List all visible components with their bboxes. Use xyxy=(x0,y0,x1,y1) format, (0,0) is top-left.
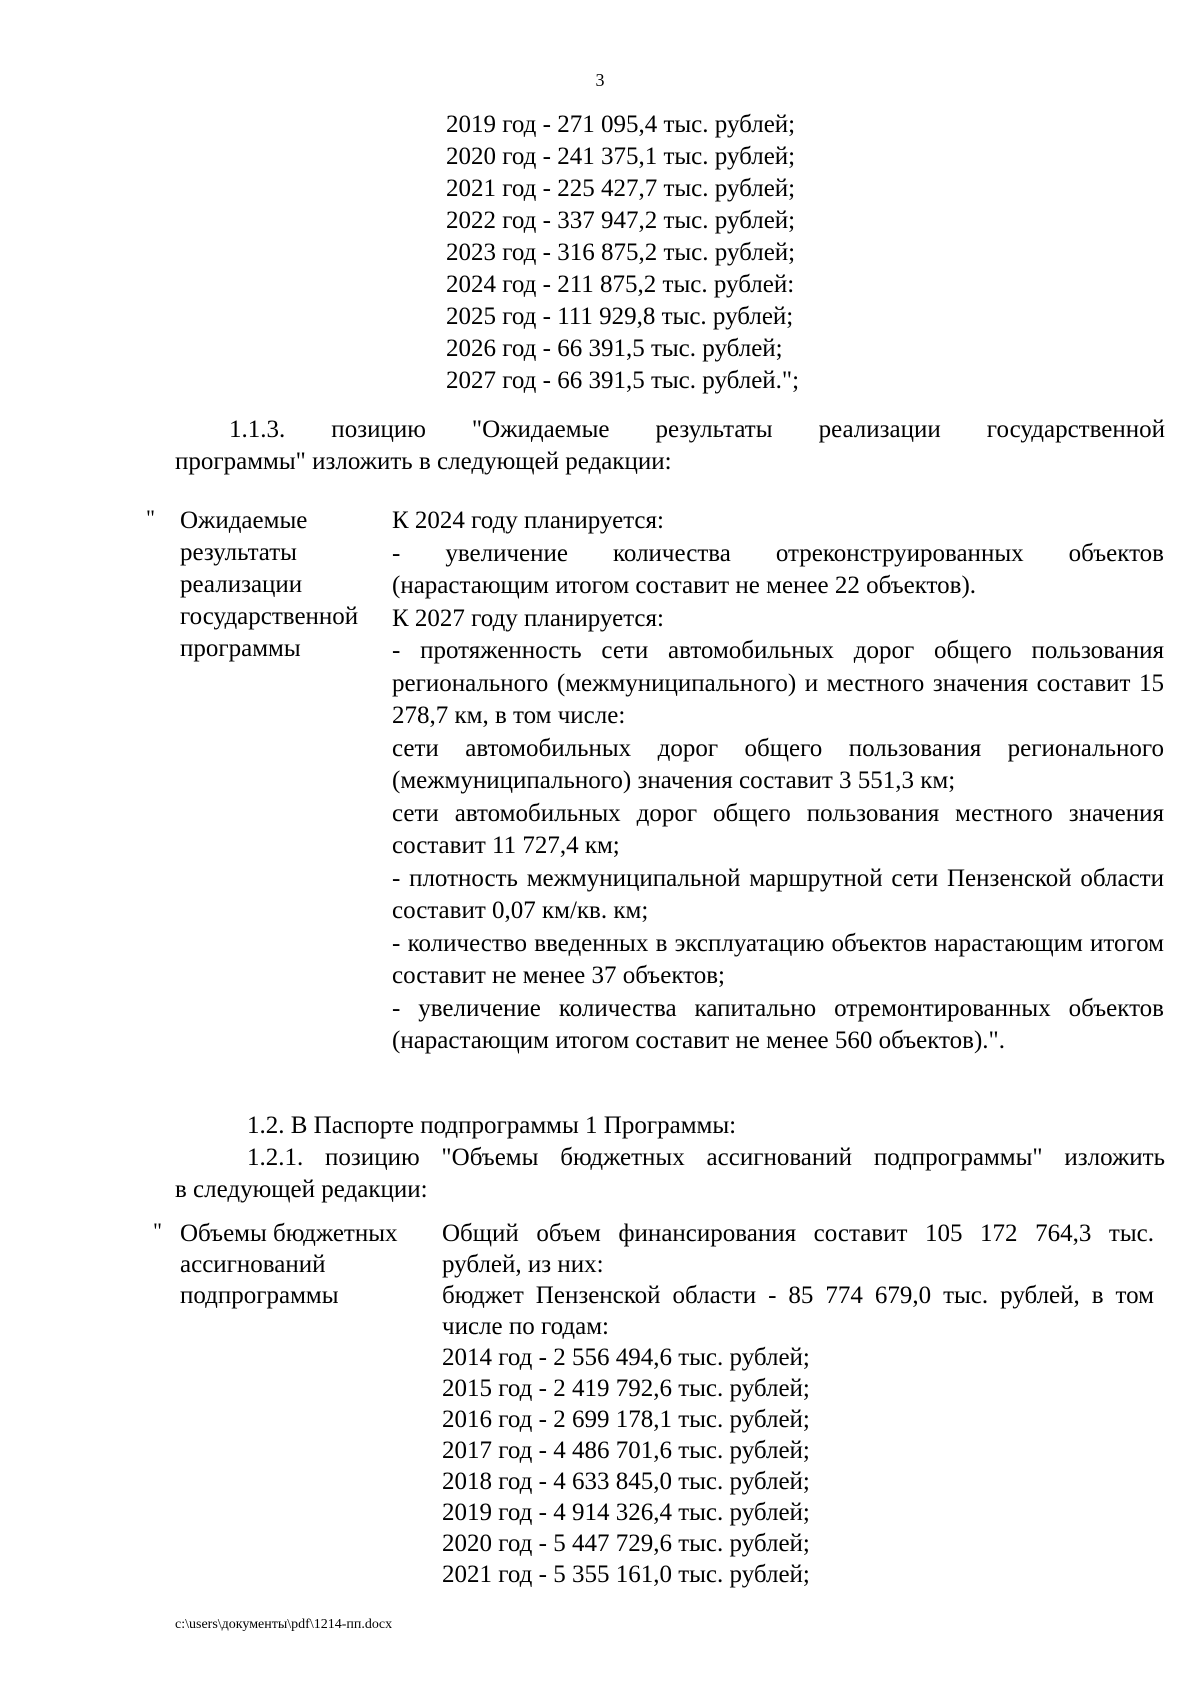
list-item: 2021 год - 225 427,7 тыс. рублей; xyxy=(446,175,796,202)
list-item: 2022 год - 337 947,2 тыс. рублей; xyxy=(446,207,796,234)
paragraph-1-1-3-line1: 1.1.3. позицию "Ожидаемые результаты реализации государственной xyxy=(229,416,1165,443)
list-item: 2014 год - 2 556 494,6 тыс. рублей; xyxy=(442,1344,810,1371)
results-paragraph: К 2027 году планируется: xyxy=(392,604,664,632)
list-item: 2017 год - 4 486 701,6 тыс. рублей; xyxy=(442,1437,810,1464)
results-paragraph: - увеличение количества отреконструированных объектов (нарастающим итогом составит не менее 22 объектов). xyxy=(392,539,1164,599)
results-paragraph: сети автомобильных дорог общего пользования местного значения составит 11 727,4 км; xyxy=(392,799,1164,859)
paragraph-1-2: 1.2. В Паспорте подпрограммы 1 Программы: xyxy=(247,1112,737,1139)
budget-content xyxy=(442,1218,1154,1590)
top-years-list xyxy=(446,109,799,397)
list-item: 2027 год - 66 391,5 тыс. рублей."; xyxy=(446,367,800,394)
results-paragraph: - плотность межмуниципальной маршрутной сети Пензенской области составит 0,07 км/кв. км; xyxy=(392,864,1164,924)
list-item: 2018 год - 4 633 845,0 тыс. рублей; xyxy=(442,1468,810,1495)
list-item: 2024 год - 211 875,2 тыс. рублей: xyxy=(446,271,795,298)
results-paragraph: сети автомобильных дорог общего пользования регионального (межмуниципального) значения составит 3 551,3 км; xyxy=(392,734,1164,794)
budget-label xyxy=(180,1218,398,1311)
results-paragraph: К 2024 году планируется: xyxy=(392,507,664,534)
list-item: 2019 год - 271 095,4 тыс. рублей; xyxy=(446,111,796,138)
paragraph-1-1-3-line2: программы" изложить в следующей редакции: xyxy=(175,448,672,475)
label-line: результаты xyxy=(180,539,297,566)
list-item: 2020 год - 241 375,1 тыс. рублей; xyxy=(446,143,796,170)
results-paragraph: - увеличение количества капитально отремонтированных объектов (нарастающим итогом составит не менее 560 объектов).". xyxy=(392,994,1164,1054)
label-line: программы xyxy=(180,635,301,662)
list-item: 2020 год - 5 447 729,6 тыс. рублей; xyxy=(442,1530,810,1557)
list-item: 2015 год - 2 419 792,6 тыс. рублей; xyxy=(442,1375,810,1402)
list-item: 2016 год - 2 699 178,1 тыс. рублей; xyxy=(442,1406,810,1433)
page-number: 3 xyxy=(595,70,605,90)
label-line: подпрограммы xyxy=(180,1282,339,1309)
list-item: 2026 год - 66 391,5 тыс. рублей; xyxy=(446,335,783,362)
budget-regional: бюджет Пензенской области - 85 774 679,0 тыс. рублей, в том числе по годам: xyxy=(442,1282,1154,1340)
paragraph-1-2-1-line2: в следующей редакции: xyxy=(175,1176,428,1203)
results-paragraph: - количество введенных в эксплуатацию объектов нарастающим итогом составит не менее 37 объектов; xyxy=(392,929,1164,989)
list-item: 2025 год - 111 929,8 тыс. рублей; xyxy=(446,303,794,330)
label-line: Ожидаемые xyxy=(180,507,308,534)
label-line: государственной xyxy=(180,603,359,630)
results-content xyxy=(392,505,1164,1058)
budget-total: Общий объем финансирования составит 105 172 764,3 тыс. рублей, из них: xyxy=(442,1220,1154,1278)
label-line: Объемы бюджетных xyxy=(180,1220,398,1247)
list-item: 2019 год - 4 914 326,4 тыс. рублей; xyxy=(442,1499,810,1526)
label-line: реализации xyxy=(180,571,303,598)
quote-mark: " xyxy=(146,505,155,530)
results-label xyxy=(180,505,358,665)
budget-years-list xyxy=(442,1342,1154,1590)
list-item: 2021 год - 5 355 161,0 тыс. рублей; xyxy=(442,1561,810,1588)
quote-mark: " xyxy=(153,1218,162,1243)
label-line: ассигнований xyxy=(180,1251,326,1278)
paragraph-1-2-1-line1: 1.2.1. позицию "Объемы бюджетных ассигнований подпрограммы" изложить xyxy=(247,1144,1165,1171)
file-path-footer: c:\users\документы\pdf\1214-пп.docx xyxy=(175,1617,393,1632)
results-paragraph: - протяженность сети автомобильных дорог общего пользования регионального (межмуниципального) и местного значения составит 15 278,7 км, в том числе: xyxy=(392,637,1164,729)
list-item: 2023 год - 316 875,2 тыс. рублей; xyxy=(446,239,796,266)
